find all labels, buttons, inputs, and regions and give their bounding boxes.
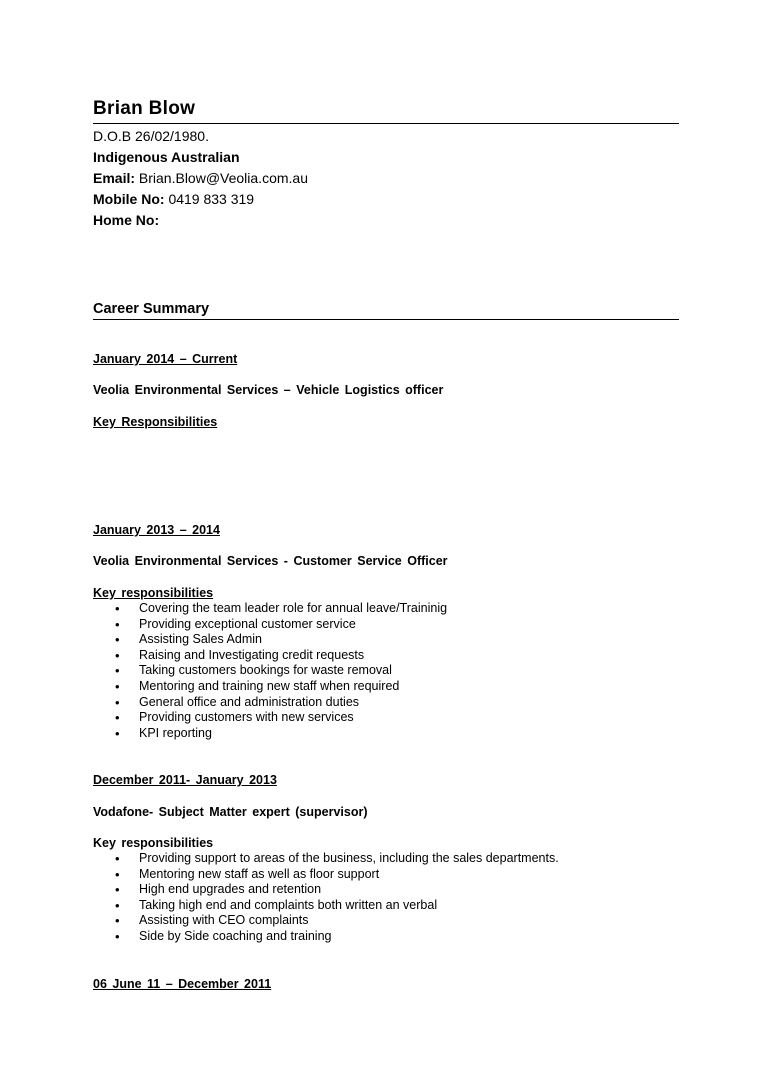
- email-line: [93, 169, 308, 187]
- dob-line: D.O.B 26/02/1980.: [93, 128, 209, 144]
- list-item: • Mentoring and training new staff when required: [93, 679, 447, 695]
- key-responsibilities-heading: Key responsibilities: [93, 586, 214, 600]
- list-item: • Assisting with CEO complaints: [93, 913, 559, 929]
- list-item: • General office and administration duties: [93, 695, 447, 711]
- email-value: Brian.Blow@Veolia.com.au: [138, 170, 308, 186]
- list-item: • Covering the team leader role for annual leave/Traininig: [93, 601, 447, 617]
- mobile-value: 0419 833 319: [168, 191, 255, 207]
- list-item: • Taking customers bookings for waste removal: [93, 663, 447, 679]
- responsibility-list: [93, 851, 559, 945]
- job-role: Veolia Environmental Services - Customer Service Officer: [93, 554, 448, 568]
- heritage-line: Indigenous Australian: [93, 149, 240, 165]
- list-item: • Providing support to areas of the business, including the sales departments.: [93, 851, 559, 867]
- job-period: 06 June 11 – December 2011: [93, 977, 272, 991]
- list-item: • Providing customers with new services: [93, 710, 447, 726]
- list-item: • Providing exceptional customer service: [93, 617, 447, 633]
- list-item: • Mentoring new staff as well as floor support: [93, 867, 559, 883]
- job-role: Vodafone- Subject Matter expert (supervisor): [93, 805, 368, 819]
- list-item: • Raising and Investigating credit requests: [93, 648, 447, 664]
- list-item: • Assisting Sales Admin: [93, 632, 447, 648]
- job-period: December 2011- January 2013: [93, 773, 277, 787]
- career-summary-title: Career Summary: [93, 301, 210, 317]
- list-item: • Taking high end and complaints both written an verbal: [93, 898, 559, 914]
- header-rule: [93, 123, 679, 124]
- email-label: Email:: [93, 170, 136, 186]
- list-item: • KPI reporting: [93, 726, 447, 742]
- home-label: Home No:: [93, 212, 160, 228]
- mobile-label: Mobile No:: [93, 191, 165, 207]
- list-item: • High end upgrades and retention: [93, 882, 559, 898]
- key-responsibilities-heading: Key Responsibilities: [93, 415, 218, 429]
- responsibility-list: [93, 601, 447, 741]
- job-period: January 2014 – Current: [93, 352, 238, 366]
- candidate-name: Brian Blow: [93, 98, 196, 119]
- key-responsibilities-heading: Key responsibilities: [93, 836, 214, 850]
- career-rule: [93, 319, 679, 320]
- job-period: January 2013 – 2014: [93, 523, 220, 537]
- list-item: • Side by Side coaching and training: [93, 929, 559, 945]
- mobile-line: [93, 190, 254, 208]
- job-role: Veolia Environmental Services – Vehicle Logistics officer: [93, 383, 444, 397]
